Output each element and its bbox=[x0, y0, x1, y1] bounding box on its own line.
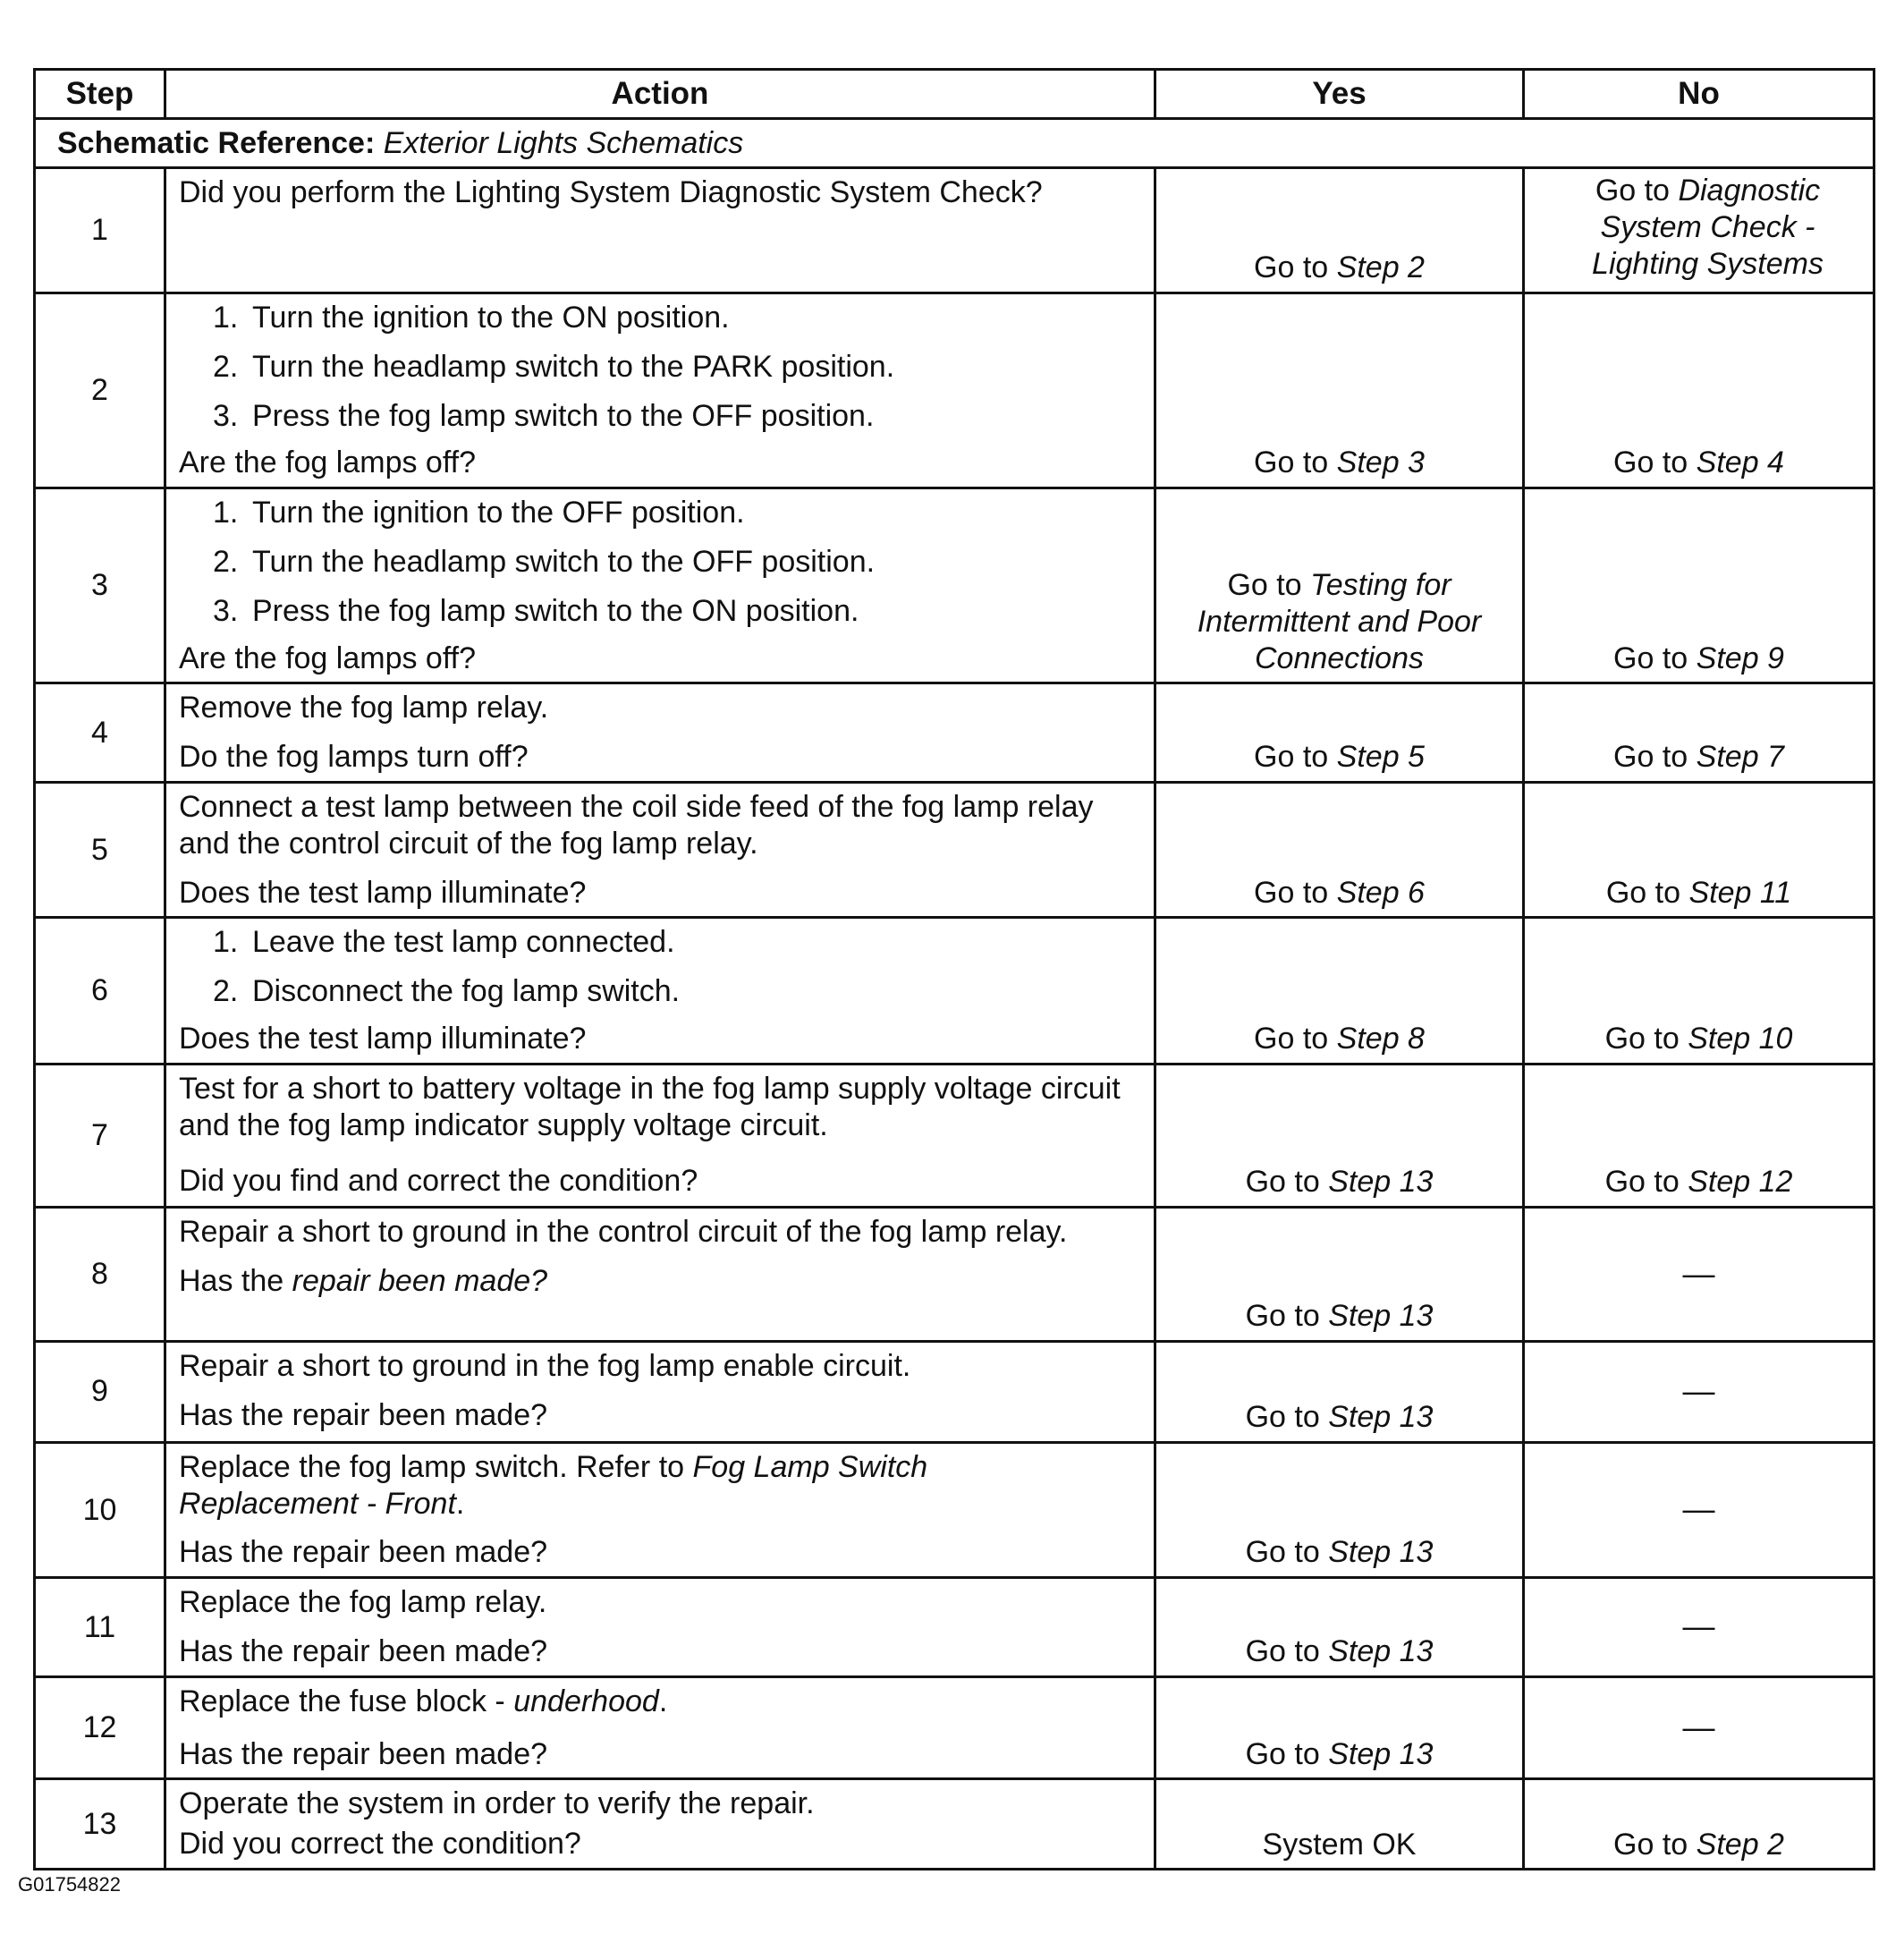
action-text: Repair a short to ground in the fog lamp enable circuit. bbox=[179, 1348, 911, 1383]
action-cell bbox=[165, 683, 1155, 783]
action-text: Test for a short to battery voltage in the fog lamp supply voltage circuit and the fog lamp indicator supply voltage circuit. bbox=[179, 1071, 1121, 1142]
yes-step-link[interactable]: Step 6 bbox=[1336, 875, 1425, 910]
action-question: Has the repair been made? bbox=[179, 1633, 548, 1668]
yes-cell bbox=[1155, 1578, 1524, 1677]
no-cell bbox=[1524, 168, 1874, 293]
no-cell bbox=[1524, 683, 1874, 783]
action-question: Has the repair been made? bbox=[179, 1535, 548, 1570]
no-cell bbox=[1524, 488, 1874, 683]
no-step-link[interactable]: Step 11 bbox=[1688, 875, 1792, 910]
action-cell bbox=[165, 782, 1155, 917]
action-cell bbox=[165, 1064, 1155, 1207]
header-step: Step bbox=[35, 70, 165, 119]
yes-cell bbox=[1155, 1064, 1524, 1207]
substep: 1. Turn the ignition to the ON position. bbox=[213, 301, 730, 335]
yes-prefix: Go to bbox=[1245, 1164, 1320, 1199]
header-row bbox=[35, 70, 1874, 119]
action-question: Are the fog lamps off? bbox=[179, 445, 477, 480]
yes-step-link[interactable]: Step 13 bbox=[1328, 1164, 1434, 1199]
action-question: Does the test lamp illuminate? bbox=[179, 1021, 587, 1056]
no-cell bbox=[1524, 1064, 1874, 1207]
no-dash: — bbox=[1524, 1207, 1874, 1341]
yes-cell bbox=[1155, 1676, 1524, 1779]
table-row bbox=[35, 1341, 1874, 1442]
step-number: 8 bbox=[35, 1207, 165, 1341]
action-cell bbox=[165, 918, 1155, 1064]
action-question: Has the repair been made? bbox=[179, 1397, 548, 1432]
no-dash: — bbox=[1524, 1676, 1874, 1779]
no-step-link[interactable]: Step 12 bbox=[1688, 1164, 1793, 1199]
no-prefix: Go to bbox=[1613, 740, 1688, 775]
yes-step-link[interactable]: Step 8 bbox=[1336, 1021, 1425, 1056]
diagnostic-table bbox=[33, 68, 1875, 1870]
yes-step-link[interactable]: Step 13 bbox=[1328, 1633, 1434, 1668]
no-cell bbox=[1524, 293, 1874, 488]
action-cell bbox=[165, 1341, 1155, 1442]
action-cell bbox=[165, 1779, 1155, 1870]
table-row bbox=[35, 782, 1874, 917]
yes-prefix: Go to bbox=[1245, 1736, 1320, 1771]
substep: 2. Disconnect the fog lamp switch. bbox=[213, 974, 681, 1009]
figure-id: G01754822 bbox=[18, 1873, 121, 1896]
action-cell bbox=[165, 168, 1155, 293]
table-row bbox=[35, 1207, 1874, 1341]
no-cell bbox=[1524, 782, 1874, 917]
schematic-reference-cell bbox=[35, 119, 1874, 168]
no-cell bbox=[1524, 918, 1874, 1064]
action-cell bbox=[165, 488, 1155, 683]
yes-prefix: Go to bbox=[1254, 250, 1329, 285]
no-cell bbox=[1524, 1779, 1874, 1870]
no-dash: — bbox=[1524, 1578, 1874, 1677]
no-link[interactable]: Diagnostic System Check - Lighting Systems bbox=[1592, 174, 1824, 281]
schematic-reference-link[interactable]: Exterior Lights Schematics bbox=[383, 125, 744, 160]
schematic-reference-label: Schematic Reference: bbox=[57, 125, 376, 160]
action-text: Replace the fog lamp switch. Refer to Fog Lamp Switch Replacement - Front. bbox=[179, 1449, 928, 1521]
header-action: Action bbox=[165, 70, 1155, 119]
action-text: Remove the fog lamp relay. bbox=[179, 691, 549, 725]
yes-cell bbox=[1155, 1207, 1524, 1341]
yes-cell bbox=[1155, 782, 1524, 917]
substep: 1. Turn the ignition to the OFF position. bbox=[213, 496, 745, 530]
step-number: 9 bbox=[35, 1341, 165, 1442]
yes-prefix: Go to bbox=[1254, 875, 1329, 910]
yes-step-link[interactable]: Step 3 bbox=[1336, 445, 1425, 480]
table-row bbox=[35, 1442, 1874, 1577]
no-dash: — bbox=[1524, 1442, 1874, 1577]
yes-link[interactable]: Testing for Intermittent and Poor Connections bbox=[1197, 567, 1482, 675]
yes-step-link[interactable]: Step 13 bbox=[1328, 1736, 1434, 1771]
yes-prefix: Go to bbox=[1254, 740, 1329, 775]
schematic-reference-row bbox=[35, 119, 1874, 168]
no-step-link[interactable]: Step 2 bbox=[1696, 1827, 1784, 1862]
yes-step-link[interactable]: Step 2 bbox=[1336, 250, 1425, 285]
step-number: 6 bbox=[35, 918, 165, 1064]
step-number: 10 bbox=[35, 1442, 165, 1577]
replacement-link[interactable]: Fog Lamp Switch Replacement - Front bbox=[179, 1449, 928, 1521]
no-prefix: Go to bbox=[1595, 174, 1670, 208]
yes-cell bbox=[1155, 683, 1524, 783]
yes-step-link[interactable]: Step 13 bbox=[1328, 1399, 1434, 1434]
table-row bbox=[35, 918, 1874, 1064]
yes-prefix: Go to bbox=[1245, 1535, 1320, 1570]
action-cell bbox=[165, 1207, 1155, 1341]
step-number: 2 bbox=[35, 293, 165, 488]
table-row bbox=[35, 1578, 1874, 1677]
substep: 3. Press the fog lamp switch to the ON position. bbox=[213, 593, 859, 628]
step-number: 7 bbox=[35, 1064, 165, 1207]
no-prefix: Go to bbox=[1605, 875, 1681, 910]
header-yes: Yes bbox=[1155, 70, 1524, 119]
no-step-link[interactable]: Step 10 bbox=[1688, 1021, 1793, 1056]
no-prefix: Go to bbox=[1604, 1164, 1680, 1199]
table-row bbox=[35, 488, 1874, 683]
substep: 3. Press the fog lamp switch to the OFF position. bbox=[213, 398, 875, 433]
table-row bbox=[35, 293, 1874, 488]
header-no: No bbox=[1524, 70, 1874, 119]
action-question: Did you find and correct the condition? bbox=[179, 1164, 698, 1199]
action-text: Connect a test lamp between the coil side feed of the fog lamp relay and the control circuit of the fog lamp relay. bbox=[179, 789, 1094, 861]
action-text: Replace the fog lamp relay. bbox=[179, 1585, 547, 1620]
yes-cell bbox=[1155, 1779, 1524, 1870]
yes-step-link[interactable]: Step 13 bbox=[1328, 1298, 1434, 1333]
table-row bbox=[35, 1676, 1874, 1779]
substep: 2. Turn the headlamp switch to the PARK position. bbox=[213, 349, 895, 384]
yes-cell bbox=[1155, 168, 1524, 293]
action-question: Has the repair been made? bbox=[179, 1736, 548, 1771]
action-text: Operate the system in order to verify the repair. bbox=[179, 1786, 815, 1821]
step-number: 11 bbox=[35, 1578, 165, 1677]
step-number: 5 bbox=[35, 782, 165, 917]
table-row bbox=[35, 1779, 1874, 1870]
no-prefix: Go to bbox=[1613, 445, 1688, 480]
action-text: Repair a short to ground in the control circuit of the fog lamp relay. bbox=[179, 1214, 1068, 1249]
no-step-link[interactable]: Step 7 bbox=[1696, 740, 1784, 775]
yes-cell bbox=[1155, 293, 1524, 488]
step-number: 12 bbox=[35, 1676, 165, 1779]
no-prefix: Go to bbox=[1613, 640, 1688, 675]
step-number: 1 bbox=[35, 168, 165, 293]
action-cell bbox=[165, 293, 1155, 488]
yes-step-link[interactable]: Step 5 bbox=[1336, 740, 1425, 775]
no-prefix: Go to bbox=[1613, 1827, 1688, 1862]
action-cell bbox=[165, 1442, 1155, 1577]
step-number: 3 bbox=[35, 488, 165, 683]
no-step-link[interactable]: Step 9 bbox=[1696, 640, 1784, 675]
step-number: 4 bbox=[35, 683, 165, 783]
table-row bbox=[35, 1064, 1874, 1207]
table-row bbox=[35, 683, 1874, 783]
action-question: Are the fog lamps off? bbox=[179, 640, 477, 675]
yes-cell bbox=[1155, 918, 1524, 1064]
action-cell bbox=[165, 1676, 1155, 1779]
yes-prefix: Go to bbox=[1245, 1298, 1320, 1333]
action-cell bbox=[165, 1578, 1155, 1677]
substep: 1. Leave the test lamp connected. bbox=[213, 925, 675, 960]
yes-cell bbox=[1155, 1341, 1524, 1442]
yes-prefix: Go to bbox=[1227, 567, 1302, 602]
action-text: Did you perform the Lighting System Diagnostic System Check? bbox=[179, 175, 1043, 209]
step-number: 13 bbox=[35, 1779, 165, 1870]
table-row bbox=[35, 168, 1874, 293]
substep: 2. Turn the headlamp switch to the OFF position. bbox=[213, 544, 876, 579]
no-step-link[interactable]: Step 4 bbox=[1696, 445, 1784, 480]
yes-cell bbox=[1155, 488, 1524, 683]
yes-prefix: Go to bbox=[1245, 1399, 1320, 1434]
yes-step-link[interactable]: Step 13 bbox=[1328, 1535, 1434, 1570]
yes-cell bbox=[1155, 1442, 1524, 1577]
yes-prefix: Go to bbox=[1245, 1633, 1320, 1668]
action-text: Replace the fuse block - underhood. bbox=[179, 1684, 668, 1718]
action-question: Do the fog lamps turn off? bbox=[179, 740, 529, 775]
system-ok-text: System OK bbox=[1262, 1827, 1417, 1862]
no-prefix: Go to bbox=[1604, 1021, 1680, 1056]
action-question: Has the repair been made? bbox=[179, 1263, 548, 1298]
yes-prefix: Go to bbox=[1254, 1021, 1329, 1056]
no-dash: — bbox=[1524, 1341, 1874, 1442]
action-question: Does the test lamp illuminate? bbox=[179, 875, 587, 910]
action-question: Did you correct the condition? bbox=[179, 1827, 581, 1862]
yes-prefix: Go to bbox=[1254, 445, 1329, 480]
